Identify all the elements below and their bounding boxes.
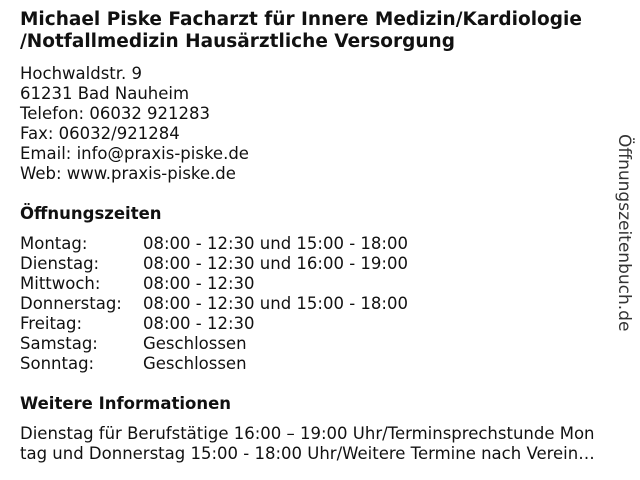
more-info-line-2: tag und Donnerstag 15:00 - 18:00 Uhr/Weitere Termine nach Verein… (20, 444, 595, 463)
address-street: Hochwaldstr. 9 (20, 64, 143, 83)
hours-row-friday (20, 314, 408, 334)
hours-day: Mittwoch: (20, 274, 101, 293)
opening-hours-heading: Öffnungszeiten (20, 204, 162, 223)
hours-row-sunday (20, 354, 408, 374)
more-info-heading: Weitere Informationen (20, 394, 232, 413)
hours-time: 08:00 - 12:30 und 16:00 - 19:00 (143, 254, 408, 273)
opening-hours-table (20, 234, 408, 374)
website-address: Web: www.praxis-piske.de (20, 164, 236, 183)
hours-row-wednesday (20, 274, 408, 294)
phone-number: Telefon: 06032 921283 (20, 104, 211, 123)
hours-day: Montag: (20, 234, 88, 253)
hours-day: Sonntag: (20, 354, 95, 373)
hours-day: Freitag: (20, 314, 83, 333)
fax-number: Fax: 06032/921284 (20, 124, 180, 143)
source-watermark: Öffnungszeitenbuch.de (614, 134, 634, 332)
hours-time: 08:00 - 12:30 (143, 274, 255, 293)
more-info-text (20, 424, 632, 464)
hours-row-tuesday (20, 254, 408, 274)
page-title (20, 9, 635, 53)
hours-time: Geschlossen (143, 354, 247, 373)
page-title-line-1: Michael Piske Facharzt für Innere Medizin/Kardiologie (20, 9, 582, 30)
hours-row-thursday (20, 294, 408, 314)
more-info-line-1: Dienstag für Berufstätige 16:00 – 19:00 Uhr/Terminsprechstunde Mon (20, 424, 595, 443)
contact-block (20, 64, 249, 184)
address-city: 61231 Bad Nauheim (20, 84, 190, 103)
email-address: Email: info@praxis-piske.de (20, 144, 249, 163)
hours-row-monday (20, 234, 408, 254)
hours-time: 08:00 - 12:30 und 15:00 - 18:00 (143, 234, 408, 253)
hours-time: Geschlossen (143, 334, 247, 353)
hours-time: 08:00 - 12:30 und 15:00 - 18:00 (143, 294, 408, 313)
hours-day: Samstag: (20, 334, 98, 353)
hours-row-saturday (20, 334, 408, 354)
hours-time: 08:00 - 12:30 (143, 314, 255, 333)
page-title-line-2: /Notfallmedizin Hausärztliche Versorgung (20, 31, 455, 52)
hours-day: Donnerstag: (20, 294, 122, 313)
hours-day: Dienstag: (20, 254, 100, 273)
